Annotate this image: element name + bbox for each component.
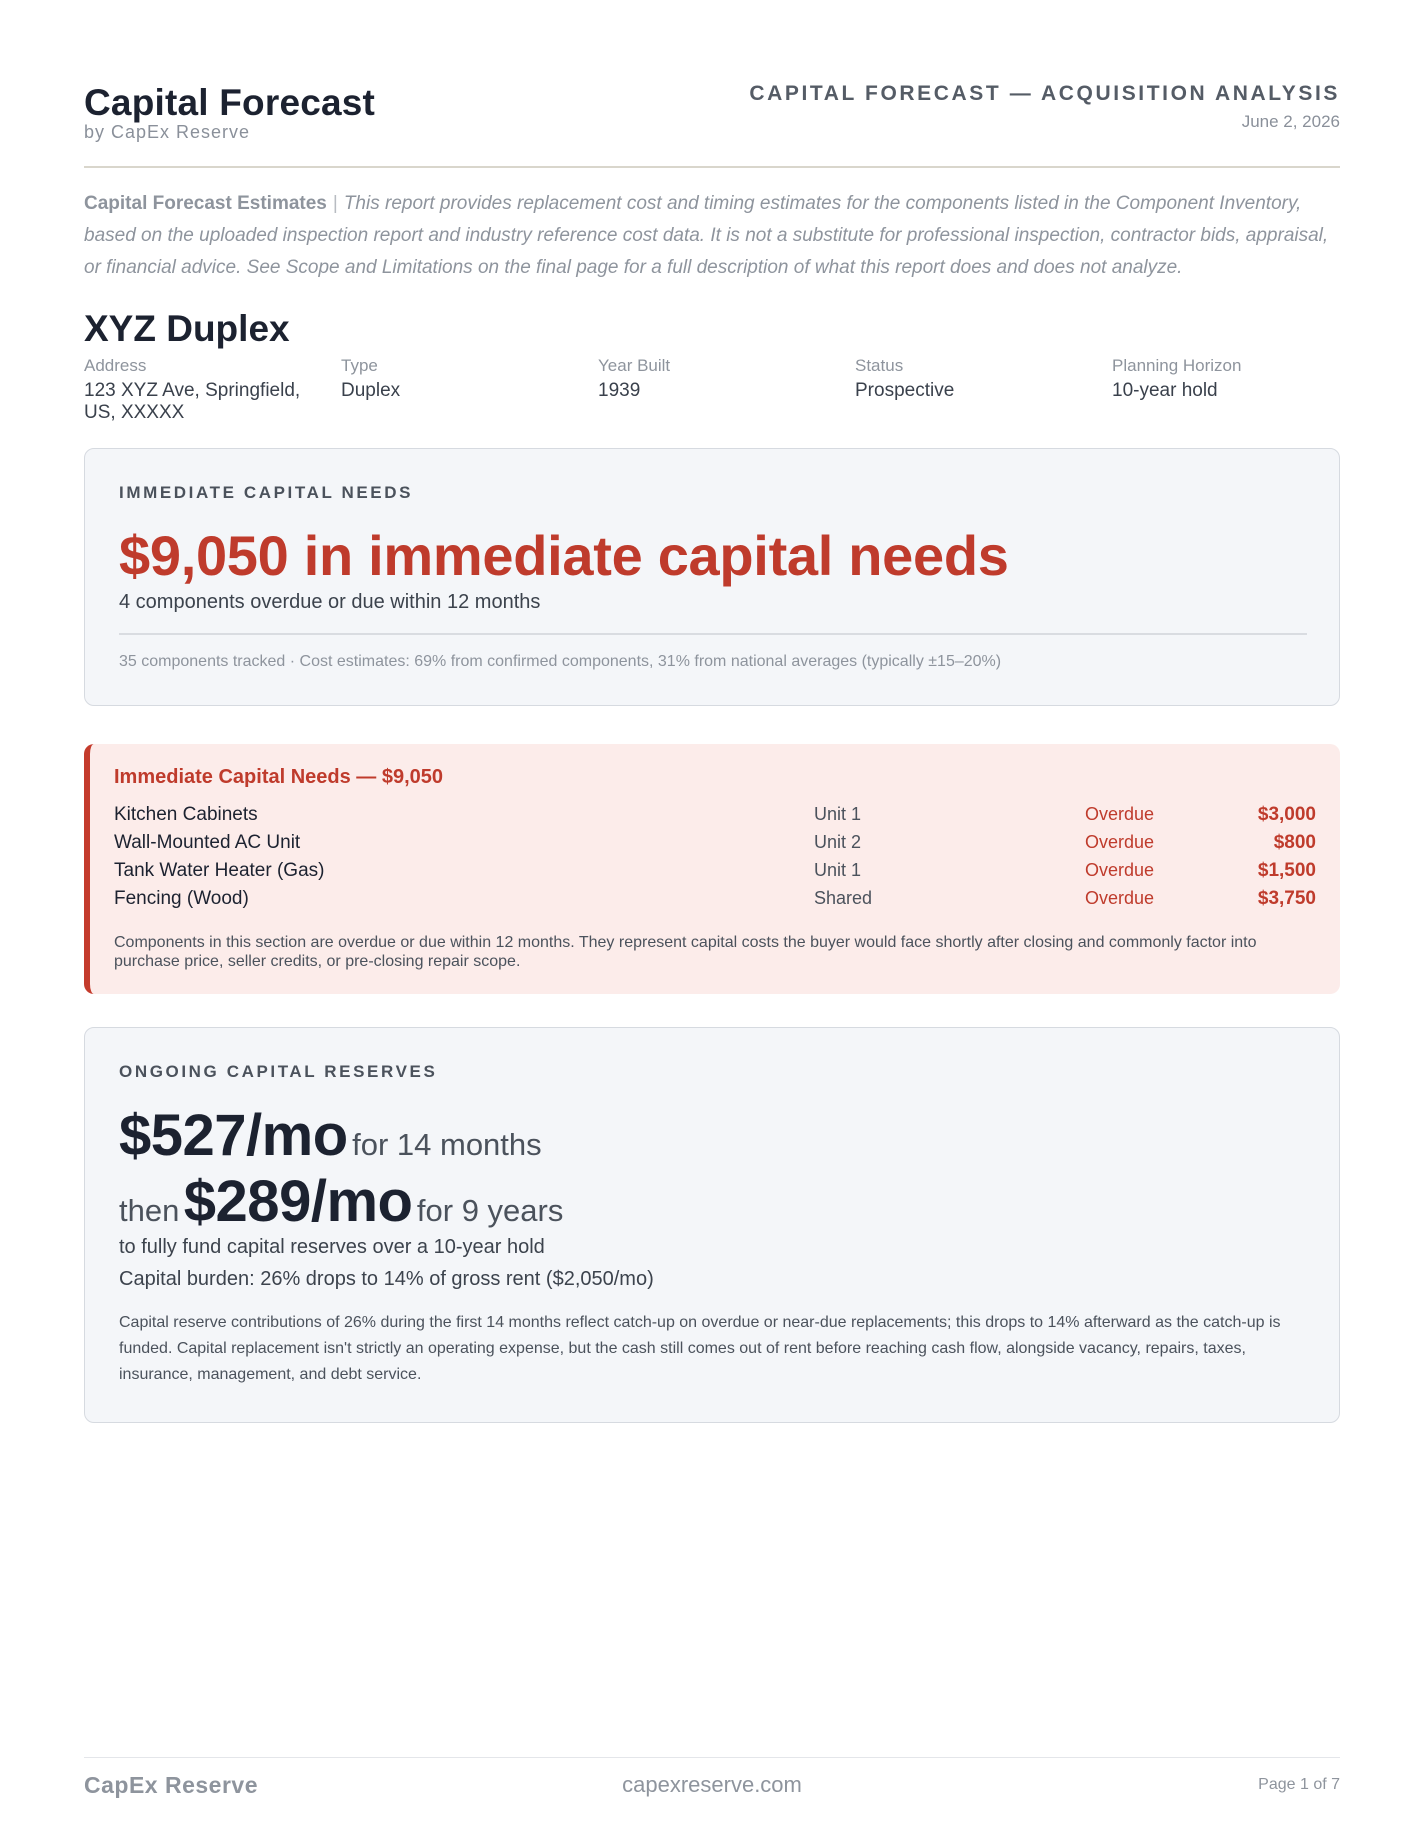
list-item — [114, 832, 1316, 860]
list-item — [114, 888, 1316, 916]
page-number: Page 1 of 7 — [1258, 1776, 1340, 1793]
reserve-amount-2: $289/mo — [183, 1169, 413, 1234]
report-page — [84, 0, 1340, 1843]
immediate-headline: $9,050 in immediate capital needs — [119, 524, 1009, 587]
fact-address — [84, 356, 314, 424]
report-date: June 2, 2026 — [1241, 112, 1340, 131]
needs-title: Immediate Capital Needs — $9,050 — [114, 766, 444, 788]
disclaimer-lead: Capital Forecast Estimates — [84, 193, 327, 214]
fact-value: 1939 — [598, 380, 641, 401]
immediate-needs-card — [84, 448, 1340, 706]
component-cost: $800 — [1273, 832, 1316, 853]
reserves-subtitle: to fully fund capital reserves over a 10-year hold — [119, 1236, 545, 1258]
reserve-duration-1: for 14 months — [352, 1127, 542, 1162]
fact-label: Address — [84, 356, 147, 375]
disclaimer — [84, 188, 1340, 284]
fact-label: Year Built — [598, 356, 671, 375]
reserves-line-1 — [119, 1102, 542, 1169]
divider — [119, 633, 1307, 635]
reserves-kicker: ONGOING CAPITAL RESERVES — [119, 1062, 438, 1081]
report-kicker: CAPITAL FORECAST — ACQUISITION ANALYSIS — [749, 82, 1340, 105]
reserves-note: Capital reserve contributions of 26% during the first 14 months reflect catch-up on overdue or near-due replacements; this drops to 14% afterward as the catch-up is funded. Capital replacement isn't strictly an operating expense, but the cash still comes out of rent before reaching cash flow, alongside vacancy, repairs, taxes, insurance, management, and debt service. — [119, 1314, 1281, 1383]
list-item — [114, 804, 1316, 832]
component-cost: $1,500 — [1257, 860, 1316, 881]
component-status: Overdue — [1085, 888, 1155, 908]
property-name: XYZ Duplex — [84, 308, 290, 349]
fact-status — [855, 356, 1085, 402]
immediate-note: 35 components tracked · Cost estimates: 69% from confirmed components, 31% from national averages (typically ±15–20%) — [119, 653, 1002, 670]
header-right — [749, 82, 1340, 132]
fact-label: Planning Horizon — [1112, 356, 1242, 375]
fact-label: Status — [855, 356, 904, 375]
component-unit: Unit 1 — [814, 804, 862, 824]
needs-note: Components in this section are overdue or due within 12 months. They represent capital costs the buyer would face shortly after closing and commonly factor into purchase price, seller credits, or pre-closing repair scope. — [114, 934, 1257, 970]
component-unit: Shared — [814, 888, 873, 908]
component-cost: $3,750 — [1257, 888, 1316, 909]
component-name: Fencing (Wood) — [114, 888, 249, 909]
disclaimer-text: This report provides replacement cost and timing estimates for the components listed in the Component Inventory, based on the uploaded inspection report and industry reference cost data. It is not a substitute for professional inspection, contractor bids, appraisal, or financial advice. See Scope and Limitations on the final page for a full description of what this report does and does not analyze. — [84, 193, 1329, 278]
fact-planning-horizon — [1112, 356, 1342, 402]
capital-burden: Capital burden: 26% drops to 14% of gross rent ($2,050/mo) — [119, 1268, 654, 1290]
component-status: Overdue — [1085, 804, 1155, 824]
fact-label: Type — [341, 356, 378, 375]
page-footer — [84, 1757, 1340, 1807]
property-facts — [84, 356, 1340, 426]
fact-year-built — [598, 356, 828, 402]
reserve-then: then — [119, 1193, 180, 1228]
brand-title: Capital Forecast — [84, 82, 376, 123]
immediate-kicker: IMMEDIATE CAPITAL NEEDS — [119, 483, 414, 502]
ongoing-reserves-card — [84, 1027, 1340, 1423]
component-status: Overdue — [1085, 832, 1155, 852]
component-name: Tank Water Heater (Gas) — [114, 860, 325, 881]
component-unit: Unit 1 — [814, 860, 862, 880]
reserves-line-2 — [119, 1168, 563, 1235]
footer-brand: CapEx Reserve — [84, 1772, 258, 1798]
fact-value: Duplex — [341, 380, 401, 401]
component-name: Kitchen Cabinets — [114, 804, 258, 825]
fact-value: Prospective — [855, 380, 955, 401]
immediate-needs-list — [84, 744, 1340, 994]
fact-type — [341, 356, 571, 402]
report-header — [84, 80, 1340, 168]
disclaimer-separator: | — [332, 193, 338, 214]
footer-website-link[interactable]: capexreserve.com — [622, 1772, 802, 1797]
fact-value: 10-year hold — [1112, 380, 1218, 401]
component-cost: $3,000 — [1257, 804, 1316, 825]
component-unit: Unit 2 — [814, 832, 862, 852]
brand-subtitle: by CapEx Reserve — [84, 122, 251, 142]
component-status: Overdue — [1085, 860, 1155, 880]
list-item — [114, 860, 1316, 888]
reserve-duration-2: for 9 years — [416, 1193, 564, 1228]
fact-value: 123 XYZ Ave, Springfield, US, XXXXX — [84, 380, 301, 423]
component-name: Wall-Mounted AC Unit — [114, 832, 301, 853]
immediate-subtitle: 4 components overdue or due within 12 months — [119, 591, 541, 613]
reserve-amount-1: $527/mo — [119, 1103, 348, 1168]
